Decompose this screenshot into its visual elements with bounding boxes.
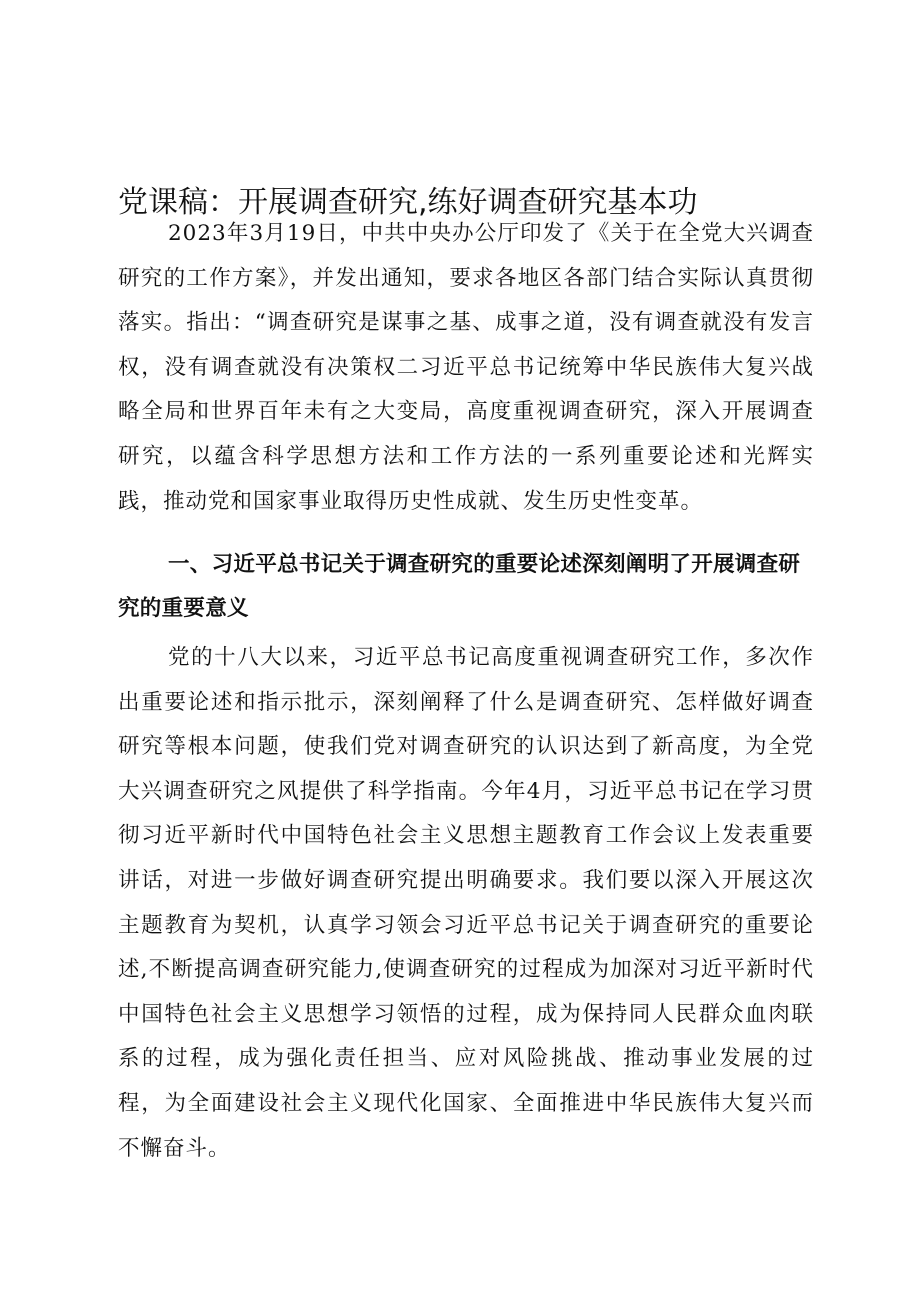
document-title: 党课稿：开展调查研究,练好调查研究基本功 <box>118 185 698 220</box>
section-paragraph: 党的十八大以来，习近平总书记高度重视调查研究工作，多次作出重要论述和指示批示，深刻阐释了什么是调查研究、怎样做好调查研究等根本问题，使我们党对调查研究的认识达到了新高度，为全党大兴调查研究之风提供了科学指南。今年4月，习近平总书记在学习贯彻习近平新时代中国特色社会主义思想主题教育工作会议上发表重要讲话，对进一步做好调查研究提出明确要求。我们要以深入开展这次主题教育为契机，认真学习领会习近平总书记关于调查研究的重要论述,不断提高调查研究能力,使调查研究的过程成为加深对习近平新时代中国特色社会主义思想学习领悟的过程，成为保持同人民群众血肉联系的过程，成为强化责任担当、应对风险挑战、推动事业发展的过程，为全面建设社会主义现代化国家、全面推进中华民族伟大复兴而不懈奋斗。 <box>118 645 814 1161</box>
intro-paragraph: 2023年3月19日，中共中央办公厅印发了《关于在全党大兴调查研究的工作方案》，并发出通知，要求各地区各部门结合实际认真贯彻落实。指出：“调查研究是谋事之基、成事之道，没有调查就没有发言权，没有调查就没有决策权二习近平总书记统筹中华民族伟大复兴战略全局和世界百年未有之大变局，高度重视调查研究，深入开展调查研究，以蕴含科学思想方法和工作方法的一系列重要论述和光辉实践，推动党和国家事业取得历史性成就、发生历史性变革。 <box>118 221 814 514</box>
section-heading: 一、习近平总书记关于调查研究的重要论述深刻阐明了开展调查研究的重要意义 <box>118 552 801 621</box>
